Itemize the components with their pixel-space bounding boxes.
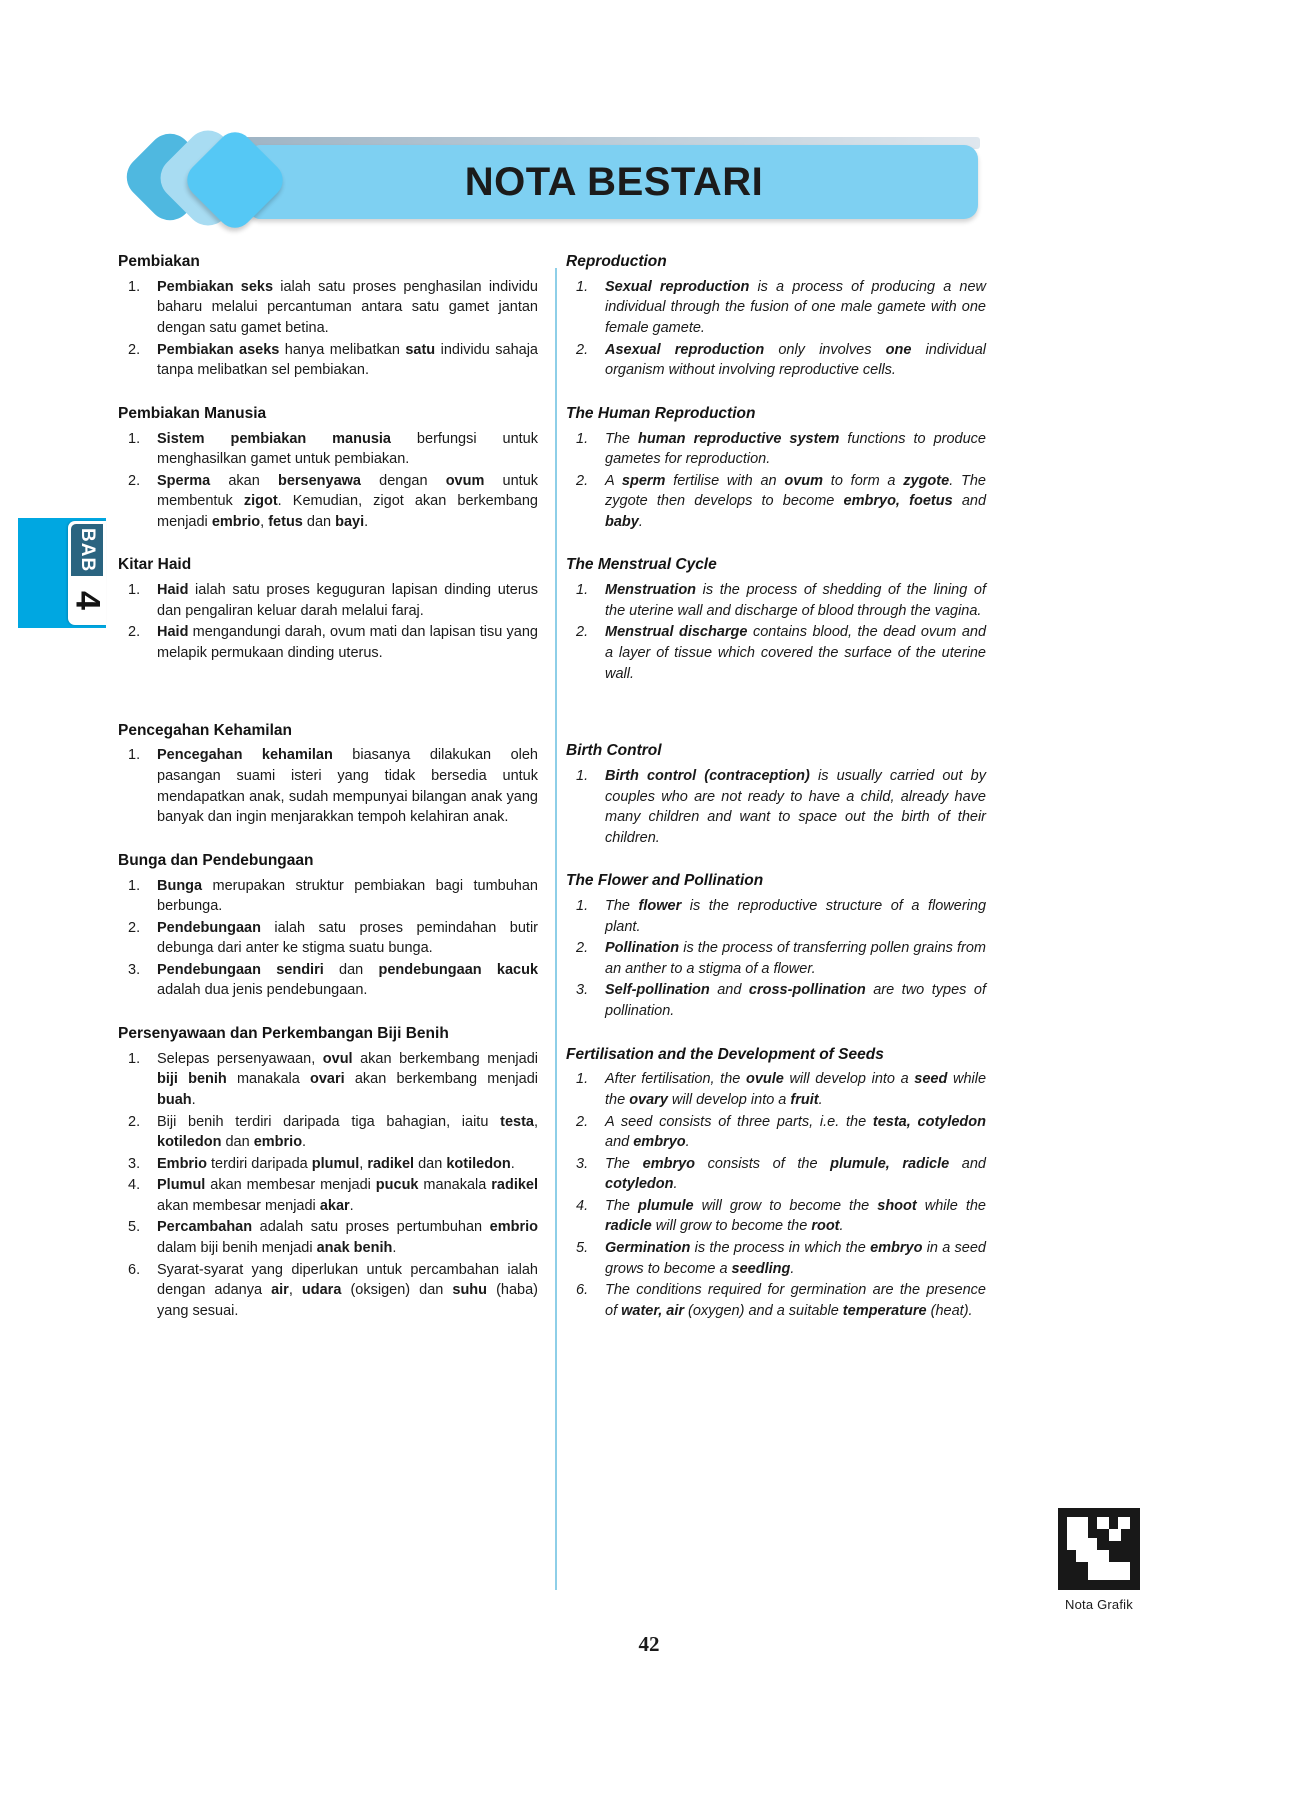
- list-item: [118, 340, 538, 381]
- section-list: [566, 580, 986, 684]
- section-list: [566, 766, 986, 848]
- list-item-text: Germination is the process in which the embryo in a seed grows to become a seedling.: [605, 1240, 986, 1277]
- list-item-text: Birth control (contraception) is usually carried out by couples who are not ready to have a child, already have many children and want to space out the birth of their children.: [605, 767, 986, 846]
- list-item-text: The human reproductive system functions to produce gametes for reproduction.: [605, 430, 986, 468]
- section-heading: The Menstrual Cycle: [566, 556, 717, 574]
- list-item-text: Menstrual discharge contains blood, the dead ovum and a layer of tissue which covered the surface of the uterine wall.: [605, 624, 987, 682]
- list-item-text: Plumul akan membesar menjadi pucuk manakala radikel akan membesar menjadi akar.: [157, 1177, 538, 1214]
- list-item-text: Pembiakan seks ialah satu proses penghasilan individu baharu melalui percantuman antara satu gamet jantan dengan satu gamet betina.: [157, 278, 538, 336]
- list-item: [118, 1112, 538, 1153]
- section-heading: Pencegahan Kehamilan: [118, 721, 293, 739]
- page-title: NOTA BESTARI: [464, 159, 764, 204]
- section-heading: Persenyawaan dan Perkembangan Biji Benih: [118, 1025, 449, 1043]
- list-item: [566, 1112, 986, 1153]
- qr-code-icon[interactable]: [1058, 1508, 1140, 1590]
- list-item-text: The embryo consists of the plumule, radicle and cotyledon.: [605, 1155, 986, 1193]
- list-item-text: Pencegahan kehamilan biasanya dilakukan oleh pasangan suami isteri yang tidak bersedia untuk mendapatkan anak, sudah mempunyai bilangan anak yang banyak dan ingin menjarakkan tempoh kelahiran anak.: [157, 747, 538, 826]
- list-item-text: Self-pollination and cross-pollination are two types of pollination.: [605, 982, 986, 1020]
- section-spacer: [566, 685, 986, 741]
- list-item-text: Percambahan adalah satu proses pertumbuhan embrio dalam biji benih menjadi anak benih.: [157, 1219, 538, 1257]
- list-item-number: 5.: [128, 1219, 141, 1236]
- section-spacer: [118, 665, 538, 721]
- list-item: [118, 580, 538, 621]
- list-item: [566, 1154, 986, 1195]
- nota-grafik-caption: Nota Grafik: [1065, 1597, 1133, 1612]
- list-item-number: 3.: [128, 961, 141, 978]
- chapter-tab-number: 4: [68, 590, 107, 610]
- list-item: [118, 876, 538, 917]
- list-item-text: After fertilisation, the ovule will develop into a seed while the ovary will develop into a fruit.: [605, 1071, 987, 1108]
- list-item-number: 3.: [576, 982, 589, 999]
- column-divider: [555, 268, 557, 1590]
- list-item: [566, 766, 986, 848]
- list-item-text: A sperm fertilise with an ovum to form a zygote. The zygote then develops to become embryo, foetus and baby.: [605, 472, 987, 530]
- list-item-text: The plumule will grow to become the shoot while the radicle will grow to become the root.: [605, 1197, 986, 1235]
- list-item: [118, 1154, 538, 1175]
- list-item: [566, 938, 986, 979]
- section-spacer: [118, 829, 538, 851]
- list-item-number: 1.: [128, 747, 141, 764]
- list-item: [566, 340, 986, 381]
- list-item: [566, 1069, 986, 1110]
- list-item-number: 1.: [576, 898, 589, 915]
- list-item: [566, 471, 986, 533]
- section-list: [566, 896, 986, 1021]
- section-list: [566, 429, 986, 533]
- list-item: [118, 1217, 538, 1258]
- list-item-number: 1.: [576, 582, 589, 599]
- list-item: [566, 580, 986, 621]
- list-item-text: Menstruation is the process of shedding of the lining of the uterine wall and discharge of blood through the vagina.: [605, 582, 986, 619]
- list-item: [566, 1280, 986, 1321]
- section-list: [118, 1049, 538, 1322]
- list-item: [566, 1196, 986, 1237]
- list-item-number: 2.: [576, 472, 589, 489]
- list-item-number: 1.: [576, 278, 589, 295]
- list-item: [566, 622, 986, 684]
- section-heading: Birth Control: [566, 742, 662, 760]
- list-item-text: Embrio terdiri daripada plumul, radikel dan kotiledon.: [157, 1155, 515, 1172]
- list-item-number: 3.: [128, 1155, 141, 1172]
- section-spacer: [566, 382, 986, 404]
- section-list: [118, 429, 538, 533]
- section-list: [118, 876, 538, 1001]
- list-item-number: 2.: [576, 341, 589, 358]
- list-item-text: The conditions required for germination are the presence of water, air (oxygen) and a suitable temperature (heat).: [605, 1282, 986, 1319]
- list-item-number: 2.: [576, 940, 589, 957]
- section-heading: The Flower and Pollination: [566, 872, 764, 890]
- list-item: [566, 277, 986, 339]
- section-list: [566, 1069, 986, 1321]
- list-item-text: Sperma akan bersenyawa dengan ovum untuk membentuk zigot. Kemudian, zigot akan berkembang menjadi embrio, fetus dan bayi.: [157, 472, 539, 530]
- list-item-number: 1.: [128, 1050, 141, 1067]
- list-item-number: 4.: [576, 1197, 589, 1214]
- list-item-text: Asexual reproduction only involves one individual organism without involving reproductive cells.: [605, 341, 986, 379]
- list-item-number: 2.: [128, 341, 141, 358]
- list-item-text: Sistem pembiakan manusia berfungsi untuk menghasilkan gamet untuk pembiakan.: [157, 430, 538, 468]
- list-item: [118, 429, 538, 470]
- list-item-number: 5.: [576, 1240, 589, 1257]
- list-item-number: 1.: [128, 582, 141, 599]
- list-item: [118, 1175, 538, 1216]
- list-item-number: 6.: [128, 1261, 141, 1278]
- section-spacer: [566, 849, 986, 871]
- section-spacer: [118, 382, 538, 404]
- section-heading: Fertilisation and the Development of Seeds: [566, 1045, 884, 1063]
- list-item-text: Pendebungaan sendiri dan pendebungaan kacuk adalah dua jenis pendebungaan.: [157, 961, 539, 999]
- list-item: [118, 622, 538, 663]
- list-item: [118, 277, 538, 339]
- section-heading: The Human Reproduction: [566, 404, 756, 422]
- list-item-number: 3.: [576, 1155, 589, 1172]
- list-item-number: 1.: [128, 877, 141, 894]
- list-item-text: Pembiakan aseks hanya melibatkan satu individu sahaja tanpa melibatkan sel pembiakan.: [157, 341, 538, 379]
- list-item-text: Sexual reproduction is a process of producing a new individual through the fusion of one male gamete with one female gamete.: [605, 278, 986, 336]
- list-item-number: 1.: [128, 278, 141, 295]
- list-item-text: Pollination is the process of transferring pollen grains from an anther to a stigma of a flower.: [605, 940, 986, 977]
- list-item: [566, 980, 986, 1021]
- section-heading: Kitar Haid: [118, 556, 192, 574]
- list-item-number: 1.: [128, 430, 141, 447]
- list-item-text: Biji benih terdiri daripada tiga bahagian, iaitu testa, kotiledon dan embrio.: [157, 1113, 538, 1151]
- section-heading: Bunga dan Pendebungaan: [118, 851, 314, 869]
- list-item-number: 2.: [576, 1113, 589, 1130]
- section-heading: Pembiakan: [118, 253, 200, 270]
- list-item: [566, 896, 986, 937]
- left-column-bahasa-melayu: [118, 252, 538, 1322]
- list-item-text: The flower is the reproductive structure of a flowering plant.: [605, 898, 987, 935]
- list-item-number: 2.: [128, 624, 141, 641]
- list-item-text: Pendebungaan ialah satu proses pemindahan butir debunga dari anter ke stigma suatu bunga.: [157, 919, 538, 957]
- right-column-english: [566, 252, 986, 1322]
- list-item-text: Haid ialah satu proses keguguran lapisan dinding uterus dan pengaliran keluar darah melalui faraj.: [157, 582, 538, 619]
- list-item: [118, 745, 538, 827]
- list-item: [118, 471, 538, 533]
- list-item-number: 4.: [128, 1177, 141, 1194]
- list-item-number: 2.: [128, 472, 141, 489]
- list-item-number: 6.: [576, 1282, 589, 1299]
- section-spacer: [566, 533, 986, 555]
- list-item: [566, 1238, 986, 1279]
- list-item-number: 2.: [128, 1113, 141, 1130]
- list-item: [118, 1260, 538, 1322]
- section-spacer: [118, 533, 538, 555]
- list-item: [118, 1049, 538, 1111]
- list-item-text: A seed consists of three parts, i.e. the testa, cotyledon and embryo.: [605, 1113, 987, 1151]
- section-spacer: [118, 1002, 538, 1024]
- section-heading: Reproduction: [566, 253, 667, 270]
- section-list: [118, 580, 538, 663]
- section-list: [566, 277, 986, 381]
- list-item: [566, 429, 986, 470]
- list-item-number: 1.: [576, 767, 589, 784]
- list-item-number: 2.: [128, 919, 141, 936]
- section-list: [118, 745, 538, 827]
- list-item-text: Haid mengandungi darah, ovum mati dan lapisan tisu yang melapik permukaan dinding uterus.: [157, 624, 538, 661]
- list-item-number: 1.: [576, 430, 589, 447]
- section-heading: Pembiakan Manusia: [118, 404, 267, 422]
- page-number: 42: [638, 1632, 660, 1656]
- list-item-text: Selepas persenyawaan, ovul akan berkembang menjadi biji benih manakala ovari akan berkembang menjadi buah.: [157, 1050, 538, 1108]
- list-item-number: 1.: [576, 1071, 589, 1088]
- list-item-number: 2.: [576, 624, 589, 641]
- list-item: [118, 960, 538, 1001]
- section-spacer: [566, 1023, 986, 1045]
- list-item: [118, 918, 538, 959]
- section-list: [118, 277, 538, 381]
- nota-grafik-block[interactable]: [1044, 1508, 1154, 1612]
- list-item-text: Bunga merupakan struktur pembiakan bagi tumbuhan berbunga.: [157, 877, 538, 915]
- chapter-tab-label: BAB: [71, 524, 103, 576]
- list-item-text: Syarat-syarat yang diperlukan untuk percambahan ialah dengan adanya air, udara (oksigen) dan suhu (haba) yang sesuai.: [157, 1261, 538, 1319]
